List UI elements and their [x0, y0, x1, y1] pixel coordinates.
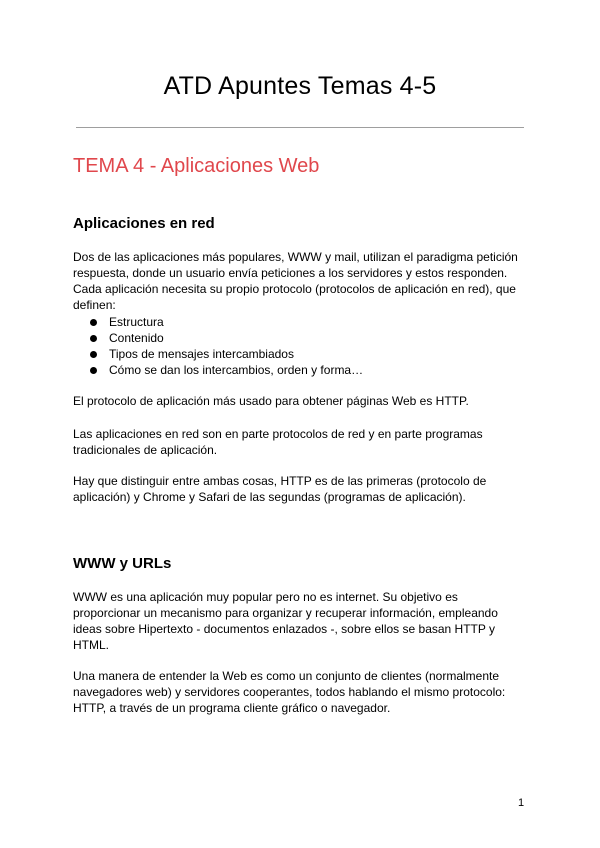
document-title: ATD Apuntes Temas 4-5	[163, 72, 437, 100]
paragraph-www: WWW es una aplicación muy popular pero no es internet. Su objetivo es proporcionar un mecanismo para organizar y recuperar información, empleando ideas sobre Hipertexto - documentos enlazados -, sobre ellos se basan HTTP y HTML.	[73, 590, 498, 652]
bullet-text: Cómo se dan los intercambios, orden y forma…	[109, 363, 364, 377]
bullet-icon	[90, 335, 97, 342]
page-number: 1	[518, 797, 525, 809]
paragraph-distinguir: Hay que distinguir entre ambas cosas, HTTP es de las primeras (protocolo de aplicación) y Chrome y Safari de las segundas (programas de aplicación).	[73, 474, 487, 504]
bullet-text: Tipos de mensajes intercambiados	[109, 347, 294, 361]
bullet-item	[73, 362, 528, 378]
section-heading-aplicaciones-red: Aplicaciones en red	[73, 215, 215, 232]
tema4-heading: TEMA 4 - Aplicaciones Web	[73, 155, 320, 177]
title-divider	[76, 127, 524, 128]
paragraph-web: Una manera de entender la Web es como un conjunto de clientes (normalmente navegadores web) y servidores cooperantes, todos hablando el mismo protocolo: HTTP, a través de un programa cliente gráfico o navegador.	[73, 669, 506, 715]
paragraph-http: El protocolo de aplicación más usado para obtener páginas Web es HTTP.	[73, 394, 469, 408]
bullet-icon	[90, 351, 97, 358]
bullet-item	[73, 346, 528, 362]
bullet-item	[73, 314, 528, 330]
bullet-text: Estructura	[109, 315, 164, 329]
bullet-icon	[90, 319, 97, 326]
paragraph-intro: Dos de las aplicaciones más populares, WWW y mail, utilizan el paradigma petición respuesta, donde un usuario envía peticiones a los servidores y estos responden. Cada aplicación necesita su propio protocolo (protocolos de aplicación en red), que definen:	[73, 250, 518, 312]
bullet-list	[73, 314, 528, 378]
bullet-item	[73, 330, 528, 346]
paragraph-partes: Las aplicaciones en red son en parte protocolos de red y en parte programas tradicionales de aplicación.	[73, 427, 483, 457]
bullet-text: Contenido	[109, 331, 164, 345]
section-heading-www: WWW y URLs	[73, 555, 172, 572]
bullet-icon	[90, 367, 97, 374]
